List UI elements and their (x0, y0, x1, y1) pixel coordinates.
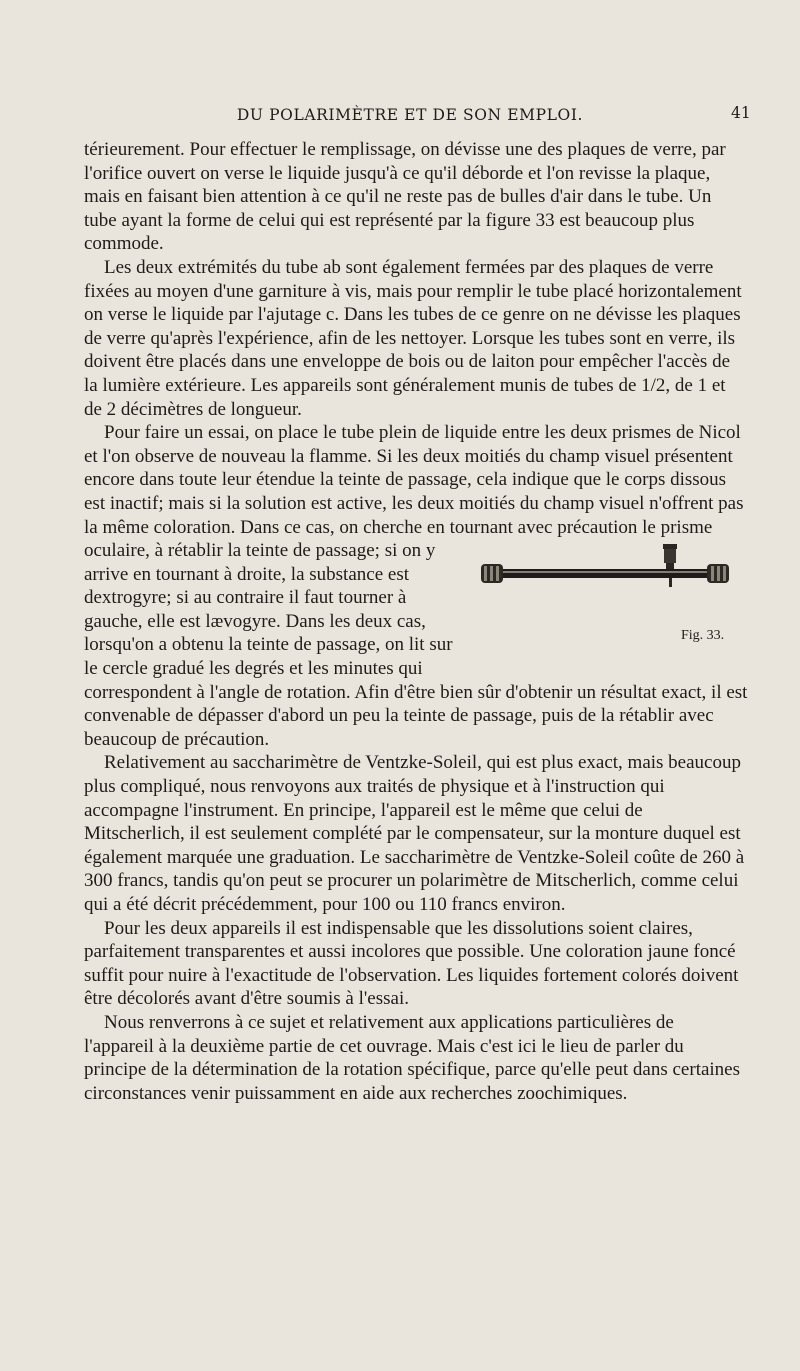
paragraph-3 (84, 421, 748, 751)
paragraph-4: Relativement au saccharimètre de Ventzke-Soleil, qui est plus exact, mais beaucoup plus compliqué, nous renvoyons aux traités de physique et à l'instruction qui accompagne l'instrument. En principe, l'appareil est le même que celui de Mitscherlich, il est seulement complété par le compensateur, sur la monture duquel est également marquée une graduation. Le saccharimètre de Ventzke-Soleil coûte de 260 à 300 francs, tandis qu'on peut se procurer un polarimètre de Mitscherlich, comme celui qui a été décrit précédemment, pour 100 ou 110 francs environ. (84, 752, 745, 915)
paragraph-2: Les deux extrémités du tube ab sont également fermées par des plaques de verre fixées au moyen d'une garniture à vis, mais pour remplir le tube placé horizontalement on verse le liquide par l'ajutage c. Dans les tubes de ce genre on ne dévisse les plaques de verre qu'après l'expérience, afin de les nettoyer. Lorsque les tubes sont en verre, ils doivent être placés dans une enveloppe de bois ou de laiton pour empêcher l'accès de la lumière extérieure. Les appareils sont généralement munis de tubes de 1/2, de 1 et de 2 décimètres de longueur. (84, 256, 742, 420)
figure-33 (469, 542, 754, 658)
running-title: DU POLARIMÈTRE ET DE SON EMPLOI. (236, 106, 584, 124)
body-text (84, 138, 748, 1105)
paragraph-3-part-2: avec précaution le prisme oculaire, à rétablir la teinte de passage; si on y arrive en tournant à droite, la substance est dextrogyre; si au contraire il faut tourner à gauche, elle est lævogyre. Dans les deux cas, lorsqu'on a obtenu la teinte de passage, on lit sur le cercle gradué les degrés et les minutes qui correspondent à l'angle de rotation. Afin d'être bien sûr d'obtenir un résultat exact, il est convenable de dépasser d'abord un peu la teinte de passage, puis de la rétablir avec beaucoup de précaution. (84, 516, 748, 750)
page-number: 41 (731, 104, 751, 122)
paragraph-6: Nous renverrons à ce sujet et relativement aux applications particulières de l'appareil à la deuxième partie de cet ouvrage. Mais c'est ici le lieu de parler du principe de la détermination de la rotation spécifique, parce qu'elle peut dans certaines circonstances venir puissamment en aide aux recherches zoochimiques. (84, 1011, 741, 1104)
paragraph-3-part-1: Pour faire un essai, on place le tube plein de liquide entre les deux prismes de Nicol et l'on observe de nouveau la flamme. Si les deux moitiés du champ visuel présentent encore dans toute leur étendue la teinte de passage, cela indique que le corps dissous est inactif; mais si la solution est active, les deux moitiés du champ visuel n'offrent pas la même coloration. Dans ce cas, on cherche en tournant (84, 422, 744, 538)
paragraph-5: Pour les deux appareils il est indispensable que les dissolutions soient claires, parfaitement transparentes et aussi incolores que possible. Une coloration jaune foncé suffit pour nuire à l'exactitude de l'observation. Les liquides fortement colorés doivent être décolorés avant d'être soumis à l'essai. (84, 917, 739, 1010)
figure-caption: Fig. 33. (681, 628, 725, 644)
paragraph-1: térieurement. Pour effectuer le remplissage, on dévisse une des plaques de verre, par l'orifice ouvert on verse le liquide jusqu'à ce qu'il déborde et l'on revisse la plaque, mais en faisant bien attention à ce qu'il ne reste pas de bulles d'air dans le tube. Un tube ayant la forme de celui qui est représenté par la figure 33 est beaucoup plus commode. (84, 139, 726, 255)
